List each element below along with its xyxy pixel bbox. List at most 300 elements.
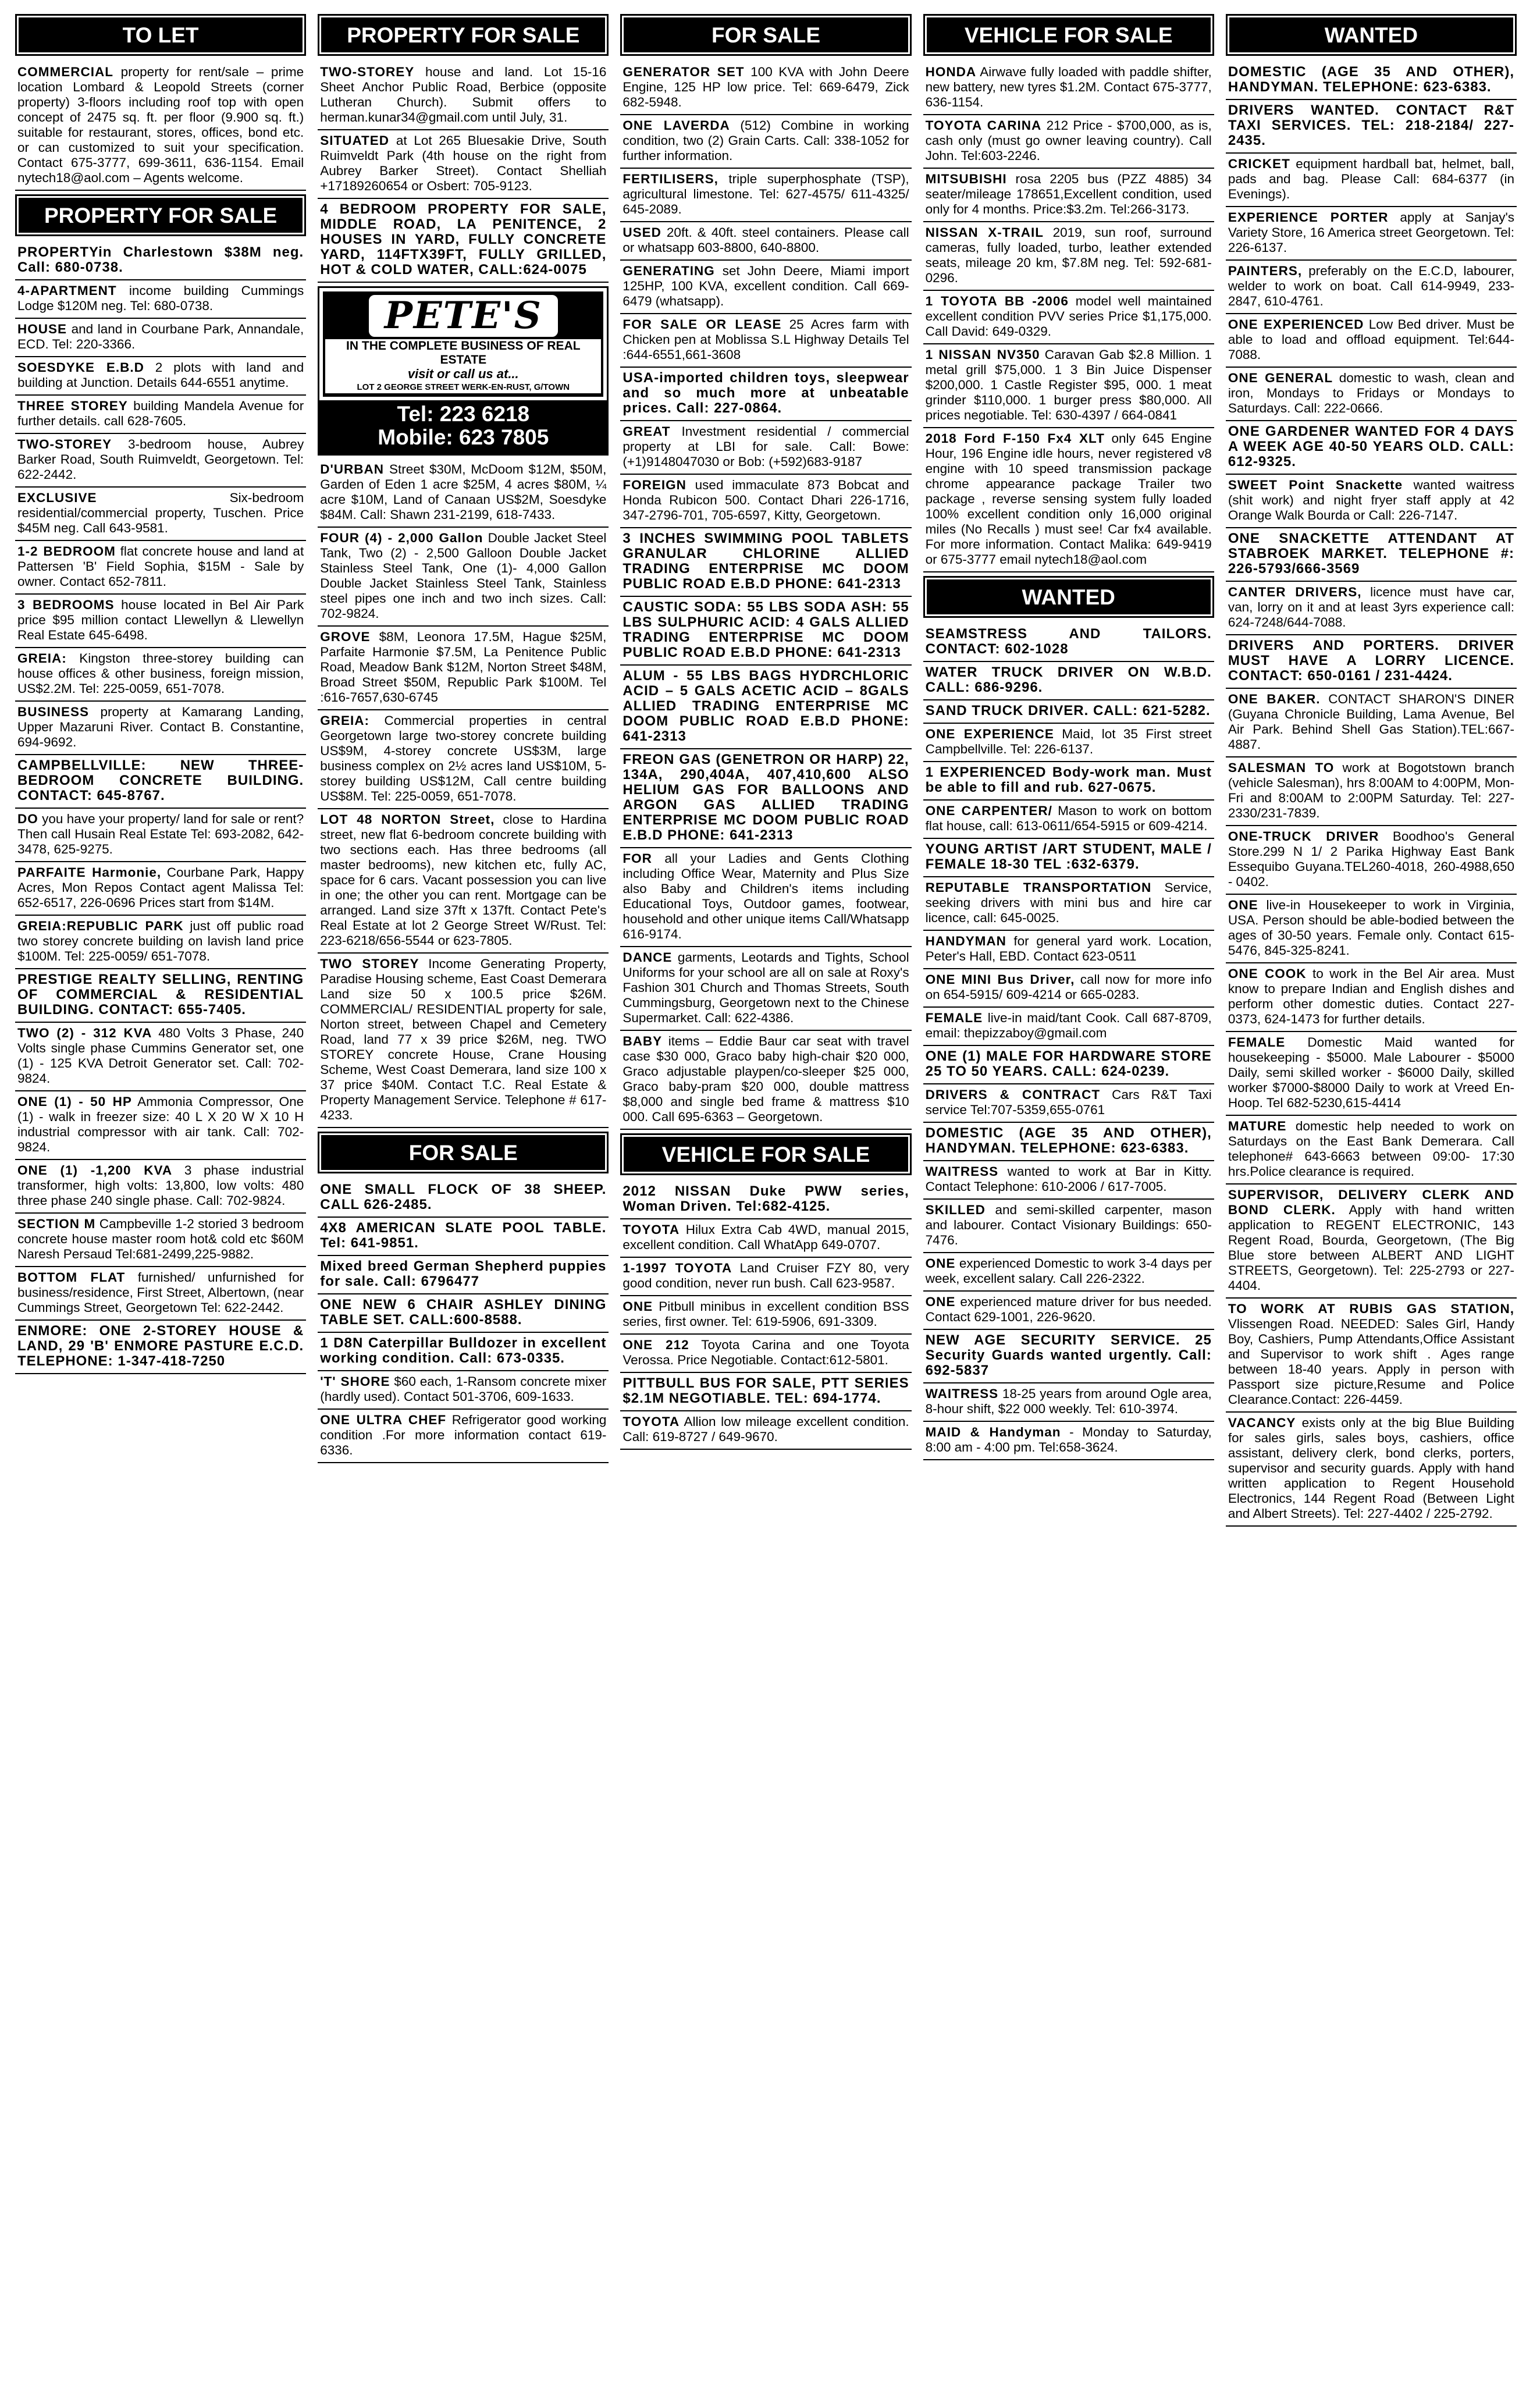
ad-lead: WATER TRUCK DRIVER ON W.B.D. CALL: 686-9296. bbox=[925, 664, 1212, 695]
ad-lead: 4-APARTMENT bbox=[17, 283, 117, 298]
classified-ad bbox=[15, 648, 306, 702]
ad-text: Cars R&T Taxi service Tel:707-5359,655-0761 bbox=[925, 1087, 1212, 1117]
ad-lead: THREE STOREY bbox=[17, 399, 128, 413]
classified-ad bbox=[1226, 1116, 1517, 1185]
ad-text: Hilux Extra Cab 4WD, manual 2015, excellent condition. Call WhatApp 649-0707. bbox=[623, 1222, 909, 1252]
ad-text: Refrigerator good working condition .For more information contact 619- 6336. bbox=[320, 1413, 607, 1457]
classified-ad bbox=[15, 1321, 306, 1374]
classified-ad bbox=[923, 1084, 1214, 1123]
classified-ad bbox=[923, 1292, 1214, 1330]
ad-lead: SEAMSTRESS AND TAILORS. CONTACT: 602-1028 bbox=[925, 626, 1212, 657]
ad-lead: ONE SNACKETTE ATTENDANT AT STABROEK MARKET. TELEPHONE #: 226-5793/666-3569 bbox=[1228, 531, 1515, 577]
classified-ad bbox=[1226, 582, 1517, 635]
ad-text: house and land. Lot 15-16 Sheet Anchor Public Road, Berbice (opposite Lutheran Church). Submit offers to herman.kunar34@gmail.com until July, 31. bbox=[320, 65, 607, 125]
classified-ad bbox=[318, 1371, 609, 1410]
classified-ad bbox=[620, 62, 911, 115]
ad-lead: ONE EXPERIENCE bbox=[925, 727, 1054, 741]
ad-lead: Mixed breed German Shepherd puppies for sale. Call: 6796477 bbox=[320, 1258, 607, 1289]
classified-ad bbox=[15, 595, 306, 648]
ad-lead: 3 BEDROOMS bbox=[17, 597, 115, 612]
classified-ad bbox=[1226, 1413, 1517, 1527]
ad-text: all your Ladies and Gents Clothing including Office Wear, Maternity and Plus Size also Baby and Children's items including Educational Toys, Outdoor games, footwear, household and other unique items Call/Whatsapp 616-9174. bbox=[623, 851, 909, 941]
classified-ad bbox=[923, 801, 1214, 839]
ad-lead: EXPERIENCE PORTER bbox=[1228, 210, 1389, 225]
classified-ad bbox=[1226, 314, 1517, 368]
ad-text: set John Deere, Miami import 125HP, 100 KVA, excellent condition. Call 669-6479 (whatsapp). bbox=[623, 264, 909, 308]
ad-text: licence must have car, van, lorry on it and at least 3yrs experience call: 624-7248/644-7088. bbox=[1228, 585, 1515, 629]
ad-lead: SITUATED bbox=[320, 133, 390, 148]
ad-lead: USA-imported children toys, sleepwear and so much more at unbeatable prices. Call: 227-0864. bbox=[623, 370, 909, 416]
classified-ad bbox=[15, 862, 306, 916]
ad-text: you have your property/ land for sale or rent? Then call Husain Real Estate Tel: 693-2082, 642-3478, 625-9275. bbox=[17, 812, 304, 856]
ad-lead: ONE COOK bbox=[1228, 966, 1307, 981]
section-header: VEHICLE FOR SALE bbox=[923, 14, 1214, 56]
ad-lead: FEMALE bbox=[1228, 1035, 1286, 1050]
ad-text: 480 Volts 3 Phase, 240 Volts single phase Cummins Generator set, one (1) - 125 KVA Detroit Generator set. Call: 702-9824. bbox=[17, 1026, 304, 1086]
classified-ad bbox=[15, 541, 306, 595]
classified-ad bbox=[1226, 368, 1517, 421]
ad-lead: TOYOTA bbox=[623, 1222, 680, 1237]
ad-lead: 4 BEDROOM PROPERTY FOR SALE, MIDDLE ROAD, LA PENITENCE, 2 HOUSES IN YARD, FULLY CONCRETE YARD, 114FTX39FT, FULLY GRILLED, HOT & COLD WATER, CALL:624-0075 bbox=[320, 201, 607, 278]
ad-lead: HONDA bbox=[925, 65, 977, 79]
ad-text: Low Bed driver. Must be able to load and offload equipment. Tel:644-7088. bbox=[1228, 317, 1515, 362]
ad-text: live-in maid/tant Cook. Call 687-8709, email: thepizzaboy@gmail.com bbox=[925, 1011, 1212, 1040]
ad-text: Mason to work on bottom flat house, call: 613-0611/654-5915 or 609-4214. bbox=[925, 803, 1212, 833]
classified-ad bbox=[923, 724, 1214, 762]
ad-lead: NEW AGE SECURITY SERVICE. 25 Security Guards wanted urgently. Call: 692-5837 bbox=[925, 1332, 1212, 1378]
classified-ad bbox=[15, 242, 306, 280]
ad-text: rosa 2205 bus (PZZ 4885) 34 seater/mileage 178651,Excellent condition, used only for 4 months. Price:$3.2m. Tel:266-3173. bbox=[925, 172, 1212, 216]
classified-ad bbox=[15, 1023, 306, 1091]
classified-ad bbox=[15, 1091, 306, 1160]
classified-ad bbox=[620, 848, 911, 947]
classified-ad bbox=[620, 597, 911, 666]
ad-text: 2019, sun roof, surround cameras, fully loaded, turbo, leather extended seats, mileage 20 km, $7.8M neg. Tel: 592-681-0296. bbox=[925, 225, 1212, 285]
ad-text: 2 plots with land and building at Junction. Details 644-6551 anytime. bbox=[17, 360, 304, 390]
section-header: FOR SALE bbox=[620, 14, 911, 56]
classified-ad bbox=[620, 1373, 911, 1411]
classified-ad bbox=[1226, 895, 1517, 963]
ad-text: Airwave fully loaded with paddle shifter, new battery, new tyres $1.2M. Contact 675-3777, 636-1154. bbox=[925, 65, 1212, 109]
ad-lead: 'T' SHORE bbox=[320, 1374, 390, 1389]
column-2 bbox=[318, 14, 609, 2396]
classified-ad bbox=[620, 314, 911, 368]
column-3 bbox=[620, 14, 911, 2396]
classified-ad bbox=[1226, 421, 1517, 475]
ad-text: (512) Combine in working condition, two (2) Grain Carts. Call: 338-1052 for further information. bbox=[623, 118, 909, 163]
classified-ad bbox=[1226, 635, 1517, 689]
ad-lead: ONE EXPERIENCED bbox=[1228, 317, 1364, 332]
ad-lead: ONE LAVERDA bbox=[623, 118, 730, 133]
ad-lead: ONE CARPENTER/ bbox=[925, 803, 1052, 818]
logo-brand: PETE'S bbox=[369, 295, 558, 337]
classified-ad bbox=[1226, 1185, 1517, 1299]
classified-ad bbox=[1226, 100, 1517, 154]
ad-text: items – Eddie Baur car seat with travel case $30 000, Graco baby high-chair $20 000, Graco adjustable playpen/co-sleeper $25 000, Graco baby-pram $20 000, double mattress $8,000 and single bed frame & mattress $10 000. Call 695-6363 – Georgetown. bbox=[623, 1034, 909, 1124]
ad-text: CONTACT SHARON'S DINER (Guyana Chronicle Building, Lama Avenue, Bel Air Park. Behind Shell Gas Station).TEL:667-4887. bbox=[1228, 692, 1515, 752]
classified-ad bbox=[318, 1179, 609, 1218]
ad-text: Income Generating Property, Paradise Housing scheme, East Coast Demerara Land size 50 x 100.5 price $26M. COMMERCIAL/ RESIDENTIAL property for sale, Norton street, between Chapel and Cemetery Road, land 77 x 39 price $26M, neg. TWO STOREY concrete House, Crane Housing Scheme, West Coast Demerara, land size 100 x 37 price $40M. Contact T.C. Real Estate & Property Management Service. Telephone # 617-4233. bbox=[320, 956, 607, 1122]
classified-ad bbox=[15, 969, 306, 1023]
ad-lead: VACANCY bbox=[1228, 1415, 1296, 1430]
classified-ad bbox=[923, 931, 1214, 969]
classified-ad bbox=[318, 62, 609, 130]
ad-lead: ONE bbox=[925, 1294, 956, 1309]
classified-ad bbox=[1226, 62, 1517, 100]
ad-lead: REPUTABLE TRANSPORTATION bbox=[925, 880, 1152, 895]
classified-ad bbox=[15, 62, 306, 191]
classified-ad bbox=[923, 877, 1214, 931]
logo-tagline: IN THE COMPLETE BUSINESS OF REAL ESTATE bbox=[325, 339, 601, 367]
ad-lead: MAID & Handyman bbox=[925, 1425, 1061, 1439]
classified-ad bbox=[620, 222, 911, 261]
classified-ad bbox=[923, 169, 1214, 222]
ad-text: $60 each, 1-Ransom concrete mixer (hardly used). Contact 501-3706, 609-1633. bbox=[320, 1374, 607, 1404]
ad-lead: NISSAN X-TRAIL bbox=[925, 225, 1044, 240]
ad-lead: BUSINESS bbox=[17, 705, 90, 719]
ad-lead: FEMALE bbox=[925, 1011, 983, 1025]
ad-lead: ONE bbox=[623, 1299, 653, 1314]
ad-lead: 2012 NISSAN Duke PWW series, Woman Driven. Tel:682-4125. bbox=[623, 1183, 909, 1214]
ad-lead: MITSUBISHI bbox=[925, 172, 1007, 186]
section-header: FOR SALE bbox=[318, 1132, 609, 1173]
logo-tagline-visit: visit or call us at... bbox=[325, 367, 601, 381]
ad-lead: ONE ULTRA CHEF bbox=[320, 1413, 447, 1427]
ad-lead: PAINTERS, bbox=[1228, 264, 1303, 278]
classified-ad bbox=[318, 199, 609, 283]
classified-ad bbox=[923, 291, 1214, 344]
ad-lead: DANCE bbox=[623, 950, 673, 965]
classified-ad bbox=[620, 368, 911, 421]
classified-ad bbox=[620, 666, 911, 749]
ad-text: work at Bogotstown branch (vehicle Salesman), hrs 8:00AM to 4:00PM, Mon-Fri and 8:00AM to 2:00PM Saturday. Tel: 227-2330/231-7839. bbox=[1228, 760, 1515, 820]
ad-lead: ONE SMALL FLOCK OF 38 SHEEP. CALL 626-2485. bbox=[320, 1182, 607, 1212]
ad-text: Domestic Maid wanted for housekeeping - $5000. Male Labourer - $5000 Daily, semi skilled worker - $6000 Daily, skilled worker $7000-$8000 Daily to work at Vreed En-Hoop. Tel 682-5230,615-4414 bbox=[1228, 1035, 1515, 1110]
classified-ad bbox=[923, 762, 1214, 801]
classified-ad bbox=[1226, 1299, 1517, 1413]
ad-text: Ammonia Compressor, One (1) - walk in freezer size: 40 L X 20 W X 10 H industrial compressor with air tank. Call: 702-9824. bbox=[17, 1094, 304, 1154]
ad-lead: ONE-TRUCK DRIVER bbox=[1228, 829, 1379, 844]
ad-text: Vlissengen Road. NEEDED: Sales Girl, Handy Boy, Cashiers, Pump Attendants,Office Assistant and Supervisor to work shift . Ages range between 18-40 years. Apply in person with Passport size picture,Resume and Police Clearance.Contact: 226-4459. bbox=[1228, 1317, 1515, 1407]
logo-phone-tel: Tel: 223 6218 bbox=[397, 402, 530, 426]
ad-text: live-in Housekeeper to work in Virginia, USA. Person should be able-bodied between the ages of 30-50 years. Female only. Contact 615-5476, 845-325-8241. bbox=[1228, 898, 1515, 958]
classified-ad bbox=[15, 357, 306, 396]
ad-lead: ONE GARDENER WANTED FOR 4 DAYS A WEEK AGE 40-50 YEARS OLD. CALL: 612-9325. bbox=[1228, 424, 1515, 469]
classified-ad bbox=[1226, 475, 1517, 528]
ad-text: exists only at the big Blue Building for sales girls, sales boys, cashiers, office assistant, delivery clerk, bond clerks, porters, supervisor and security guards. Apply with hand written application to Regent Household Electronics, 144 Regent Road (Between Light and Albert Streets). Tel: 227-4402 / 225-2792. bbox=[1228, 1415, 1515, 1521]
classified-ad bbox=[923, 1383, 1214, 1422]
ad-lead: SOESDYKE E.B.D bbox=[17, 360, 144, 375]
ad-lead: FOREIGN bbox=[623, 478, 686, 492]
ad-lead: 2018 Ford F-150 Fx4 XLT bbox=[925, 431, 1105, 446]
ad-text: experienced Domestic to work 3-4 days per week, excellent salary. Call 226-2322. bbox=[925, 1256, 1212, 1286]
ad-text: Caravan Gab $2.8 Million. 1 metal grill $75,000. 1 3 Bin Juice Dispenser $200,000. 1 Castle Register $95, 000. 1 meat grinder $110,000. 1 burger press $80,000. All prices negotiable. Tel: 630-4397 / 664-0841 bbox=[925, 347, 1212, 422]
classified-ad bbox=[1226, 826, 1517, 895]
ad-lead: TO WORK AT RUBIS GAS STATION, bbox=[1228, 1301, 1515, 1316]
ad-text: Boodhoo's General Store.299 N 1/ 2 Parika Highway East Bank Essequibo Guyana.TEL260-4018, 260-4988,650 - 0402. bbox=[1228, 829, 1515, 889]
classified-ad bbox=[318, 1218, 609, 1256]
ad-text: at Lot 265 Bluesakie Drive, South Ruimveldt Park (4th house on the right from Aubrey Barker Street). Contact Shelliah +17189260654 or Osbert: 705-9123. bbox=[320, 133, 607, 193]
ad-text: 20ft. & 40ft. steel containers. Please call or whatsapp 603-8800, 640-8800. bbox=[623, 225, 909, 255]
ad-lead: DOMESTIC (AGE 35 AND OTHER), HANDYMAN. TELEPHONE: 623-6383. bbox=[925, 1125, 1212, 1156]
classified-ad bbox=[923, 662, 1214, 700]
classified-ad bbox=[620, 1219, 911, 1258]
ad-lead: ONE (1) MALE FOR HARDWARE STORE 25 TO 50 YEARS. CALL: 624-0239. bbox=[925, 1048, 1212, 1079]
ad-lead: CRICKET bbox=[1228, 156, 1290, 171]
ad-text: call now for more info on 654-5915/ 609-4214 or 665-0283. bbox=[925, 972, 1212, 1002]
ad-text: - Monday to Saturday, 8:00 am - 4:00 pm. Tel:658-3624. bbox=[925, 1425, 1212, 1454]
ad-text: Service, seeking drivers with mini bus and hire car licence, call: 645-0025. bbox=[925, 880, 1212, 925]
ad-lead: TOYOTA bbox=[623, 1414, 680, 1429]
ad-text: just off public road two storey concrete building on lavish land price $100M. Tel: 225-0059/ 651-7078. bbox=[17, 919, 304, 963]
logo-banner bbox=[323, 291, 603, 397]
ad-text: house located in Bel Air Park price $95 million contact Llewellyn & Llewellyn Real Estate 645-6498. bbox=[17, 597, 304, 642]
ad-lead: 3 INCHES SWIMMING POOL TABLETS GRANULAR CHLORINE ALLIED TRADING ENTERPRISE MC DOOM PUBLIC ROAD E.B.D PHONE: 641-2313 bbox=[623, 531, 909, 592]
ad-text: 3-bedroom house, Aubrey Barker Road, South Ruimveldt, Georgetown. Tel: 622-2442. bbox=[17, 437, 304, 482]
ad-text: wanted to work at Bar in Kitty. Contact Telephone: 610-2006 / 617-7005. bbox=[925, 1164, 1212, 1194]
ad-lead: YOUNG ARTIST /ART STUDENT, MALE / FEMALE 18-30 TEL :632-6379. bbox=[925, 841, 1212, 872]
classified-ad bbox=[923, 344, 1214, 428]
classified-ad bbox=[15, 488, 306, 541]
ad-lead: DRIVERS AND PORTERS. DRIVER MUST HAVE A LORRY LICENCE. CONTACT: 650-0161 / 231-4424. bbox=[1228, 638, 1515, 684]
classified-ad bbox=[923, 1422, 1214, 1460]
ad-lead: D'URBAN bbox=[320, 462, 385, 476]
classified-ad bbox=[923, 1046, 1214, 1084]
ad-text: 3 phase industrial transformer, high volts: 13,800, low volts: 480 three phase 240 single phase. Call: 702-9824. bbox=[17, 1163, 304, 1208]
classified-ad bbox=[620, 1411, 911, 1450]
ad-text: to work in the Bel Air area. Must know to prepare Indian and English dishes and perform other domestic duties. Contact 227-0373, 624-1473 for further details. bbox=[1228, 966, 1515, 1026]
classified-ad bbox=[923, 969, 1214, 1008]
column-4 bbox=[923, 14, 1214, 2396]
ad-text: building Mandela Avenue for further details. call 628-7605. bbox=[17, 399, 304, 428]
classified-ad bbox=[923, 222, 1214, 291]
ad-lead: SECTION M bbox=[17, 1217, 96, 1231]
ad-lead: ONE bbox=[1228, 898, 1258, 912]
ad-text: garments, Leotards and Tights, School Uniforms for your school are all on sale at Roxy's Fashion 301 Church and Thomas Streets, South Cummingsburg, Georgetown next to the Chinese Supermarket. Call: 622-4386. bbox=[623, 950, 909, 1025]
classified-ad bbox=[620, 1335, 911, 1373]
classified-ad bbox=[318, 1333, 609, 1371]
ad-lead: LOT 48 NORTON Street, bbox=[320, 812, 495, 827]
classified-ad bbox=[1226, 261, 1517, 314]
ad-lead: CAMPBELLVILLE: NEW THREE-BEDROOM CONCRETE BUILDING. CONTACT: 645-8767. bbox=[17, 757, 304, 803]
ad-lead: 1-2 BEDROOM bbox=[17, 544, 116, 559]
ad-text: domestic help needed to work on Saturdays on the East Bank Demerara. Call telephone# 643-6663 between 09:00- 17:30 hrs.Police clearance is required. bbox=[1228, 1119, 1515, 1179]
ad-lead: SWEET Point Snackette bbox=[1228, 478, 1403, 492]
section-header: WANTED bbox=[1226, 14, 1517, 56]
ad-text: experienced mature driver for bus needed. Contact 629-1001, 226-9620. bbox=[925, 1294, 1212, 1324]
ad-text: only 645 Engine Hour, 196 Engine idle hours, never registered v8 engine with 10 speed transmission package chrome appearance package Trailer two package , reverse sensing system fully loaded 100% excellent condition only 16,000 original miles (No Recalls ) must see! Car fx4 available. For more information. Contact Malika: 649-9419 or 675-3777 email nytech18@aol.com bbox=[925, 431, 1212, 567]
ad-lead: PARFAITE Harmonie, bbox=[17, 865, 162, 880]
ad-text: apply at Sanjay's Variety Store, 16 America street Georgetown. Tel: 226-6137. bbox=[1228, 210, 1515, 255]
ad-lead: 4X8 AMERICAN SLATE POOL TABLE. Tel: 641-9851. bbox=[320, 1220, 607, 1251]
ad-lead: ONE GENERAL bbox=[1228, 371, 1333, 385]
ad-lead: FOR bbox=[623, 851, 652, 866]
classified-ad bbox=[15, 1267, 306, 1321]
ad-lead: HANDYMAN bbox=[925, 934, 1006, 948]
classified-ad bbox=[620, 261, 911, 314]
classified-ad bbox=[318, 1294, 609, 1333]
ad-text: Commercial properties in central Georgetown large two-storey concrete building US$9M, 4-storey concrete US$3M, large business complex on 2½ acres land US$10M, 5-storey building US$12M, Call centre building US$8M. Tel: 225-0059, 651-7078. bbox=[320, 713, 607, 803]
ad-lead: GREIA: bbox=[17, 651, 67, 666]
ad-lead: GREAT bbox=[623, 424, 671, 439]
logo-phones bbox=[319, 400, 607, 454]
column-1 bbox=[15, 14, 306, 2396]
logo-phone-mobile: Mobile: 623 7805 bbox=[378, 425, 549, 449]
ad-lead: SALESMAN TO bbox=[1228, 760, 1335, 775]
ad-text: Courbane Park, Happy Acres, Mon Repos Contact agent Malissa Tel: 652-6517, 226-0696 Prices start from $14M. bbox=[17, 865, 304, 910]
ad-text: preferably on the E.C.D, labourer, welder to work on boat. Call 614-9949, 233-2847, 610-4761. bbox=[1228, 264, 1515, 308]
ad-lead: TWO STOREY bbox=[320, 956, 419, 971]
section-header: WANTED bbox=[923, 576, 1214, 618]
ad-text: close to Hardina street, new flat 6-bedroom concrete building with two sections each. Has three bedrooms (all master bedrooms), new kitchen etc, fully AC, space for 6 cars. Vacant possession you can live in one; the other you can rent. Mortgage can be arranged. Land size 37ft x 137ft. Contact Pete's Real Estate at lot 2 George Street W/Rust. Tel: 223-6218/656-5544 or 623-7805. bbox=[320, 812, 607, 948]
classified-ad bbox=[923, 1161, 1214, 1200]
ad-lead: FERTILISERS, bbox=[623, 172, 718, 186]
classified-ad bbox=[1226, 207, 1517, 261]
classified-ad bbox=[620, 749, 911, 848]
classified-ad bbox=[318, 1410, 609, 1463]
ad-lead: COMMERCIAL bbox=[17, 65, 113, 79]
ad-text: Maid, lot 35 First street Campbellville. Tel: 226-6137. bbox=[925, 727, 1212, 756]
ad-lead: MATURE bbox=[1228, 1119, 1287, 1133]
classified-ad bbox=[15, 396, 306, 434]
ad-lead: DO bbox=[17, 812, 38, 826]
ad-lead: TOYOTA CARINA bbox=[925, 118, 1042, 133]
classified-ad bbox=[1226, 528, 1517, 582]
ad-text: flat concrete house and land at Pattersen 'B' Field Sophia, $15M - Sale by owner. Contact 652-7811. bbox=[17, 544, 304, 589]
ad-text: and semi-skilled carpenter, mason and labourer. Contact Visionary Buildings: 650-7476. bbox=[925, 1203, 1212, 1247]
ad-text: Campbeville 1-2 storied 3 bedroom concrete house master room hot& cold etc $60M Naresh Persaud Tel:681-2499,225-9882. bbox=[17, 1217, 304, 1261]
ad-lead: CANTER DRIVERS, bbox=[1228, 585, 1362, 599]
ad-lead: ONE NEW 6 CHAIR ASHLEY DINING TABLE SET. CALL:600-8588. bbox=[320, 1297, 607, 1328]
ad-lead: 1 EXPERIENCED Body-work man. Must be able to fill and rub. 627-0675. bbox=[925, 764, 1212, 795]
ad-lead: GENERATING bbox=[623, 264, 715, 278]
ad-lead: WAITRESS bbox=[925, 1164, 999, 1179]
classified-ad bbox=[923, 624, 1214, 662]
classified-ad bbox=[923, 700, 1214, 724]
classified-ad bbox=[620, 115, 911, 169]
ad-text: 212 Price - $700,000, as is, cash only (must go owner leaving country). Call John. Tel:603-2246. bbox=[925, 118, 1212, 163]
classified-ad bbox=[923, 1253, 1214, 1292]
ad-text: domestic to wash, clean and iron, Mondays to Fridays or Mondays to Saturdays. Call: 222-0666. bbox=[1228, 371, 1515, 415]
ad-lead: BOTTOM FLAT bbox=[17, 1270, 126, 1285]
ad-lead: ONE (1) -1,200 KVA bbox=[17, 1163, 173, 1178]
ad-lead: ONE BAKER. bbox=[1228, 692, 1321, 706]
logo-address: LOT 2 GEORGE STREET WERK-EN-RUST, G/TOWN bbox=[325, 381, 601, 393]
ad-text: Land Cruiser FZY 80, very good condition, never run bush. Call 623-9587. bbox=[623, 1261, 909, 1290]
ad-lead: FOR SALE OR LEASE bbox=[623, 317, 782, 332]
ad-text: 18-25 years from around Ogle area, 8-hour shift, $22 000 weekly. Tel: 610-3974. bbox=[925, 1386, 1212, 1416]
classified-ad bbox=[318, 528, 609, 627]
ad-text: 100 KVA with John Deere Engine, 125 HP low price. Tel: 669-6479, Zick 682-5948. bbox=[623, 65, 909, 109]
classified-ad bbox=[15, 755, 306, 809]
ad-lead: ENMORE: ONE 2-STOREY HOUSE & LAND, 29 'B' ENMORE PASTURE E.C.D. TELEPHONE: 1-347-418-7250 bbox=[17, 1323, 304, 1369]
ad-text: wanted waitress (shit work) and night fryer staff apply at 42 Orange Walk Bourda or Call: 226-7147. bbox=[1228, 478, 1515, 522]
ad-lead: SUPERVISOR, DELIVERY CLERK AND BOND CLERK. bbox=[1228, 1187, 1515, 1217]
classified-ad bbox=[923, 62, 1214, 115]
classified-ad bbox=[620, 1296, 911, 1335]
ad-lead: SKILLED bbox=[925, 1203, 986, 1217]
ad-text: triple superphosphate (TSP), agricultural limestone. Tel: 627-4575/ 611-4325/ 645-2089. bbox=[623, 172, 909, 216]
classified-ad bbox=[1226, 689, 1517, 757]
ad-lead: FOUR (4) - 2,000 Gallon bbox=[320, 531, 483, 545]
ad-lead: EXCLUSIVE bbox=[17, 490, 97, 505]
classified-ad bbox=[15, 809, 306, 862]
ad-text: property for rent/sale – prime location Lombard & Leopold Streets (corner property) 3-floors including roof top with open concept of 2475 sq. ft. per floor (9.900 sq. ft.) suitable for restaurant, stores, offices, bond etc. or can customized to suit your specification. Contact 675-3777, 699-3611, 636-1154. Email nytech18@aol.com – Agents welcome. bbox=[17, 65, 304, 185]
ad-text: used immaculate 873 Bobcat and Honda Rubicon 500. Contact Dhari 226-1716, 347-2796-701, 705-6597, Kitty, Georgetown. bbox=[623, 478, 909, 522]
ad-lead: ONE 212 bbox=[623, 1338, 689, 1352]
ad-lead: BABY bbox=[623, 1034, 663, 1048]
ad-text: for general yard work. Location, Peter's Hall, EBD. Contact 623-0511 bbox=[925, 934, 1212, 963]
classified-ad bbox=[318, 710, 609, 809]
ad-lead: PRESTIGE REALTY SELLING, RENTING OF COMMERCIAL & RESIDENTIAL BUILDING. CONTACT: 655-7405. bbox=[17, 972, 304, 1018]
classified-ad bbox=[318, 809, 609, 954]
classified-ad bbox=[620, 169, 911, 222]
ad-lead: 1-1997 TOYOTA bbox=[623, 1261, 732, 1275]
ad-lead: DOMESTIC (AGE 35 AND OTHER), HANDYMAN. TELEPHONE: 623-6383. bbox=[1228, 64, 1515, 95]
ad-text: Double Jacket Steel Tank, Two (2) - 2,500 Galloon Double Jacket Stainless Steel Tank, One (1)- 4,000 Gallon Double Jacket Stainless Steel Tank, Stainless steel pipes one inch and two inch sizes. Call: 702-9824. bbox=[320, 531, 607, 621]
ad-lead: ONE (1) - 50 HP bbox=[17, 1094, 132, 1109]
ad-lead: TWO-STOREY bbox=[320, 65, 415, 79]
ad-text: 25 Acres farm with Chicken pen at Moblissa S.L Highway Details Tel :644-6551,661-3608 bbox=[623, 317, 909, 362]
ad-text: Apply with hand written application to REGENT ELECTRONIC, 143 Regent Road, Bourda, Georgetown, (The Big Blue store between ALBERT AND LIGHT STREETS, Georgetown). Tel: 225-2793 or 227-4404. bbox=[1228, 1203, 1515, 1293]
ad-lead: HOUSE bbox=[17, 322, 67, 336]
ad-lead: CAUSTIC SODA: 55 LBS SODA ASH: 55 LBS SULPHURIC ACID: 4 GALS ALLIED TRADING ENTERPRISE MC DOOM PUBLIC ROAD E.B.D PHONE: 641-2313 bbox=[623, 599, 909, 660]
ad-lead: GROVE bbox=[320, 629, 371, 644]
column-5 bbox=[1226, 14, 1517, 2396]
section-header: VEHICLE FOR SALE bbox=[620, 1133, 911, 1175]
ad-text: Allion low mileage excellent condition. Call: 619-8727 / 649-9670. bbox=[623, 1414, 909, 1444]
ad-lead: 1 TOYOTA BB -2006 bbox=[925, 294, 1069, 308]
classified-ad bbox=[620, 947, 911, 1031]
classified-ad bbox=[1226, 1032, 1517, 1116]
ad-lead: ONE bbox=[925, 1256, 956, 1271]
ad-lead: GREIA:REPUBLIC PARK bbox=[17, 919, 184, 933]
ad-lead: PITTBULL BUS FOR SALE, PTT SERIES $2.1M NEGOTIABLE. TEL: 694-1774. bbox=[623, 1375, 909, 1406]
classified-ad bbox=[318, 459, 609, 528]
ad-lead: FREON GAS (GENETRON OR HARP) 22, 134A, 290,404A, 407,410,600 ALSO HELIUM GAS FOR BALLOONS AND ARGON GAS ALLIED TRADING ENTERPRISE MC DOOM PUBLIC ROAD E.B.D PHONE: 641-2313 bbox=[623, 752, 909, 843]
classified-ad bbox=[923, 1123, 1214, 1161]
ad-lead: TWO-STOREY bbox=[17, 437, 112, 451]
classified-ad bbox=[923, 428, 1214, 572]
ad-lead: GENERATOR SET bbox=[623, 65, 745, 79]
classified-ad bbox=[15, 280, 306, 319]
ad-lead: PROPERTYin Charlestown $38M neg. Call: 680-0738. bbox=[17, 244, 304, 275]
ad-text: $8M, Leonora 17.5M, Hague $25M, Parfaite Harmonie $7.5M, La Penitence Public Road, Meadow Bank $12M, Norton Street $48M, Broad Street $50M, Republic Park $100M. Tel :616-7657,630-6745 bbox=[320, 629, 607, 705]
ad-text: property at Kamarang Landing, Upper Mazaruni River. Contact B. Constantine, 694-9692. bbox=[17, 705, 304, 749]
ad-text: Investment residential / commercial property at LBI for sale. Call: Bowe: (+1)9148047030 or Bob: (+592)683-9187 bbox=[623, 424, 909, 469]
classified-ad bbox=[620, 1181, 911, 1219]
ad-text: furnished/ unfurnished for business/residence, First Street, Albertown, (near Cummings Street, Georgetown Tel: 622-2442. bbox=[17, 1270, 304, 1315]
classified-ad bbox=[318, 954, 609, 1128]
ad-text: equipment hardball bat, helmet, ball, pads and bag. Please Call: 684-6377 (in Evenings). bbox=[1228, 156, 1515, 201]
ad-lead: WAITRESS bbox=[925, 1386, 999, 1401]
classified-ad bbox=[620, 421, 911, 475]
classified-ad bbox=[15, 319, 306, 357]
classified-ad bbox=[923, 1008, 1214, 1046]
classified-ad bbox=[15, 702, 306, 755]
section-header: TO LET bbox=[15, 14, 306, 56]
ad-text: Pitbull minibus in excellent condition BSS series, first owner. Tel: 619-5906, 691-3309. bbox=[623, 1299, 909, 1329]
classified-ad bbox=[1226, 963, 1517, 1032]
classified-ad bbox=[15, 434, 306, 488]
classified-ad bbox=[318, 627, 609, 710]
ad-text: Six-bedroom residential/commercial property, Tuschen. Price $45M neg. Call 643-9581. bbox=[17, 490, 304, 535]
ad-text: Toyota Carina and one Toyota Verossa. Price Negotiable. Contact:612-5801. bbox=[623, 1338, 909, 1367]
classified-ad bbox=[923, 115, 1214, 169]
classified-ad bbox=[15, 916, 306, 969]
classified-ad bbox=[923, 1200, 1214, 1253]
ad-lead: DRIVERS WANTED. CONTACT R&T TAXI SERVICES. TEL: 218-2184/ 227-2435. bbox=[1228, 102, 1515, 148]
